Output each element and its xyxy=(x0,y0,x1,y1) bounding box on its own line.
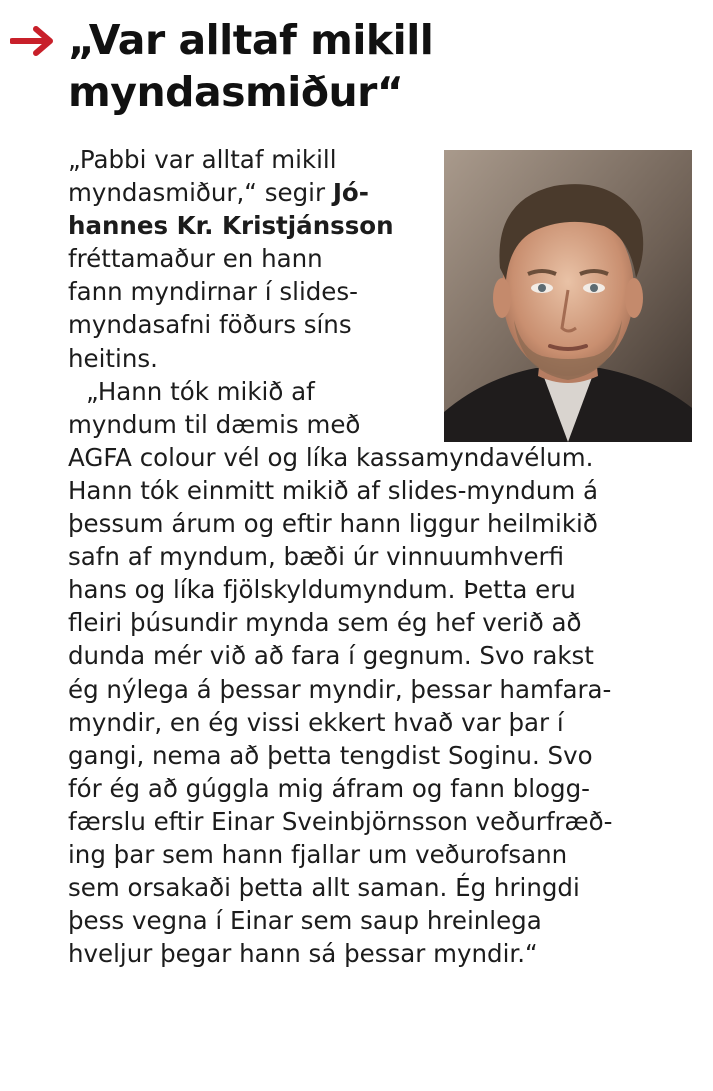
text-line: fór ég að gúggla mig áfram og fann blogg- xyxy=(68,773,590,803)
text-line: færslu eftir Einar Sveinbjörnsson veðurfræð- xyxy=(68,806,613,836)
right-arrow-icon xyxy=(10,24,56,58)
person-name: Jó- xyxy=(332,178,369,208)
headline xyxy=(68,14,433,118)
text-line: þess vegna í Einar sem saup hreinlega xyxy=(68,906,542,936)
text-fragment: myndasmiður,“ segir xyxy=(68,178,333,208)
text-line: hans og líka fjölskyldumyndum. Þetta eru xyxy=(68,575,576,605)
person-name: hannes Kr. Kristjánsson xyxy=(68,211,394,241)
text-line: fréttamaður en hann xyxy=(68,244,323,274)
text-line: myndir, en ég vissi ekkert hvað var þar í xyxy=(68,707,564,737)
text-line: fleiri þúsundir mynda sem ég hef verið að xyxy=(68,608,582,638)
headline-line: myndasmiður“ xyxy=(68,68,404,116)
text-line: myndasafni föðurs síns xyxy=(68,310,352,340)
text-line: þessum árum og eftir hann liggur heilmikið xyxy=(68,509,598,539)
text-line: „Pabbi var alltaf mikill xyxy=(68,145,337,174)
headline-line: „Var alltaf mikill xyxy=(68,16,434,64)
text-line: AGFA colour vél og líka kassamyndavélum. xyxy=(68,442,594,472)
text-line: dunda mér við að fara í gegnum. Svo rakst xyxy=(68,641,594,671)
text-line: myndum til dæmis með xyxy=(68,409,361,439)
text-line: safn af myndum, bæði úr vinnuumhverfi xyxy=(68,542,565,572)
text-line: ég nýlega á þessar myndir, þessar hamfara- xyxy=(68,674,612,704)
text-line: sem orsakaði þetta allt saman. Ég hringdi xyxy=(68,873,580,903)
text-line xyxy=(68,209,708,242)
text-line xyxy=(68,176,708,209)
text-line: ing þar sem hann fjallar um veðurofsann xyxy=(68,839,568,869)
text-line: fann myndirnar í slides- xyxy=(68,277,358,307)
text-line: „Hann tók mikið af xyxy=(86,376,315,406)
text-line: hveljur þegar hann sá þessar myndir.“ xyxy=(68,939,538,969)
text-line: gangi, nema að þetta tengdist Soginu. Svo xyxy=(68,740,593,770)
text-line: Hann tók einmitt mikið af slides-myndum á xyxy=(68,475,599,505)
article-body xyxy=(68,143,708,970)
text-line: heitins. xyxy=(68,343,158,373)
